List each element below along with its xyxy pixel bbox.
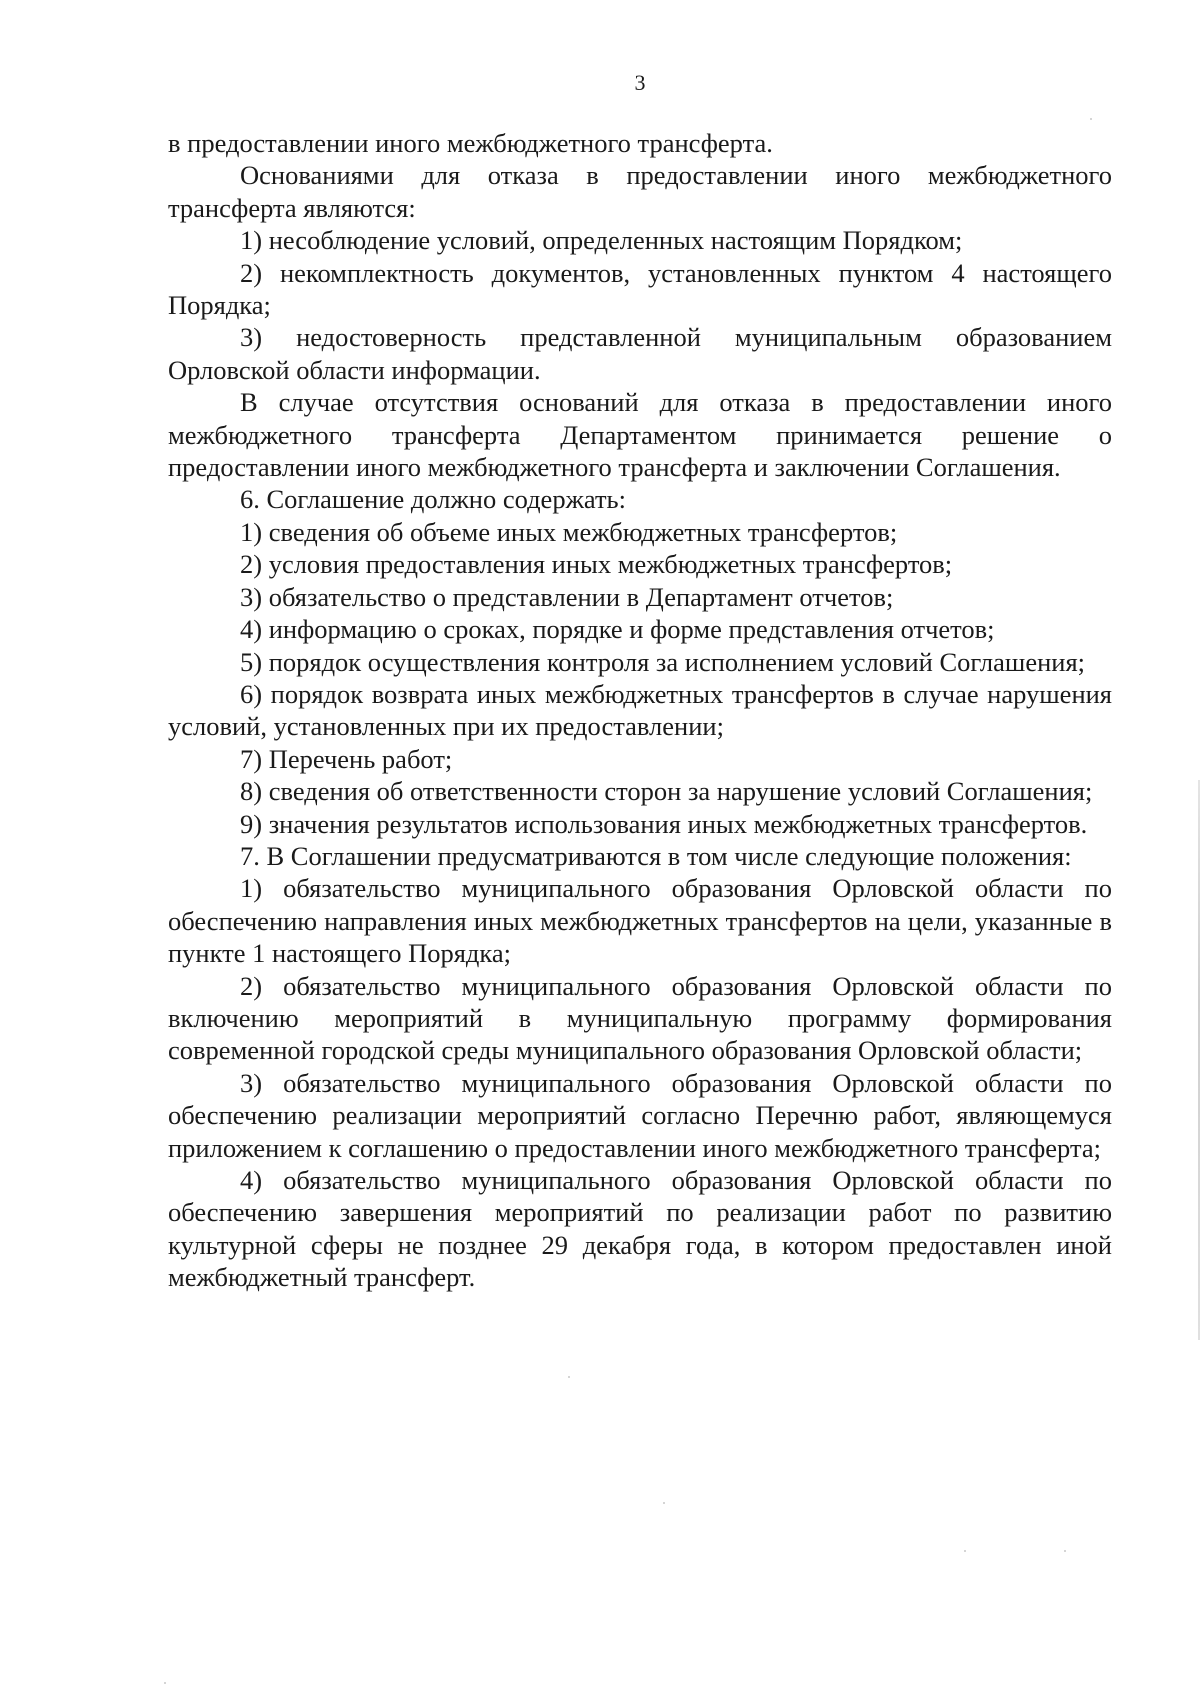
paragraph: В случае отсутствия оснований для отказа в предоставлении иного межбюджетного трансферта Департаментом принимается решение о предоставлении иного межбюджетного трансферта и заключении Соглашения. <box>168 387 1112 483</box>
scan-speck <box>568 1376 570 1378</box>
scan-speck <box>1064 1550 1066 1552</box>
section-heading: 6. Соглашение должно содержать: <box>240 484 626 515</box>
list-item: 2) условия предоставления иных межбюджетных трансфертов; <box>240 549 953 580</box>
list-item: 9) значения результатов использования иных межбюджетных трансфертов. <box>240 808 1088 839</box>
list-item: 4) обязательство муниципального образования Орловской области по обеспечению завершения мероприятий по реализации работ по развитию культурной сферы не позднее 29 декабря года, в котором предоставлен иной межбюджетный трансферт. <box>168 1165 1112 1293</box>
list-item: 4) информацию о сроках, порядке и форме представления отчетов; <box>240 614 995 645</box>
page-number: 3 <box>634 70 646 95</box>
document-body <box>168 127 1112 1294</box>
scan-speck <box>164 1682 166 1684</box>
paragraph: Основаниями для отказа в предоставлении иного межбюджетного трансферта являются: <box>168 160 1112 223</box>
list-item: 3) обязательство о представлении в Департамент отчетов; <box>240 581 894 612</box>
list-item: 3) обязательство муниципального образования Орловской области по обеспечению реализации мероприятий согласно Перечню работ, являющемуся приложением к соглашению о предоставлении иного межбюджетного трансферта; <box>168 1067 1112 1163</box>
list-item: 6) порядок возврата иных межбюджетных трансфертов в случае нарушения условий, установленных при их предоставлении; <box>168 678 1112 742</box>
list-item: 8) сведения об ответственности сторон за нарушение условий Соглашения; <box>240 776 1093 807</box>
list-item: 3) недостоверность представленной муниципальным образованием Орловской области информации. <box>168 322 1112 385</box>
list-item: 7) Перечень работ; <box>240 743 453 774</box>
scan-speck <box>663 1502 665 1504</box>
list-item: 1) обязательство муниципального образования Орловской области по обеспечению направления иных межбюджетных трансфертов на цели, указанные в пункте 1 настоящего Порядка; <box>168 873 1112 969</box>
scan-speck <box>1090 118 1092 120</box>
list-item: 2) обязательство муниципального образования Орловской области по включению мероприятий в муниципальную программу формирования современной городской среды муниципального образования Орловской области; <box>168 970 1112 1066</box>
list-item: 1) сведения об объеме иных межбюджетных трансфертов; <box>240 516 898 547</box>
section-heading: 7. В Соглашении предусматриваются в том числе следующие положения: <box>240 840 1072 871</box>
list-item: 1) несоблюдение условий, определенных настоящим Порядком; <box>240 225 963 256</box>
scan-speck <box>964 1550 966 1552</box>
list-item: 5) порядок осуществления контроля за исполнением условий Соглашения; <box>240 646 1085 677</box>
list-item: 2) некомплектность документов, установленных пунктом 4 настоящего Порядка; <box>168 257 1112 321</box>
paragraph: в предоставлении иного межбюджетного трансферта. <box>168 128 773 158</box>
